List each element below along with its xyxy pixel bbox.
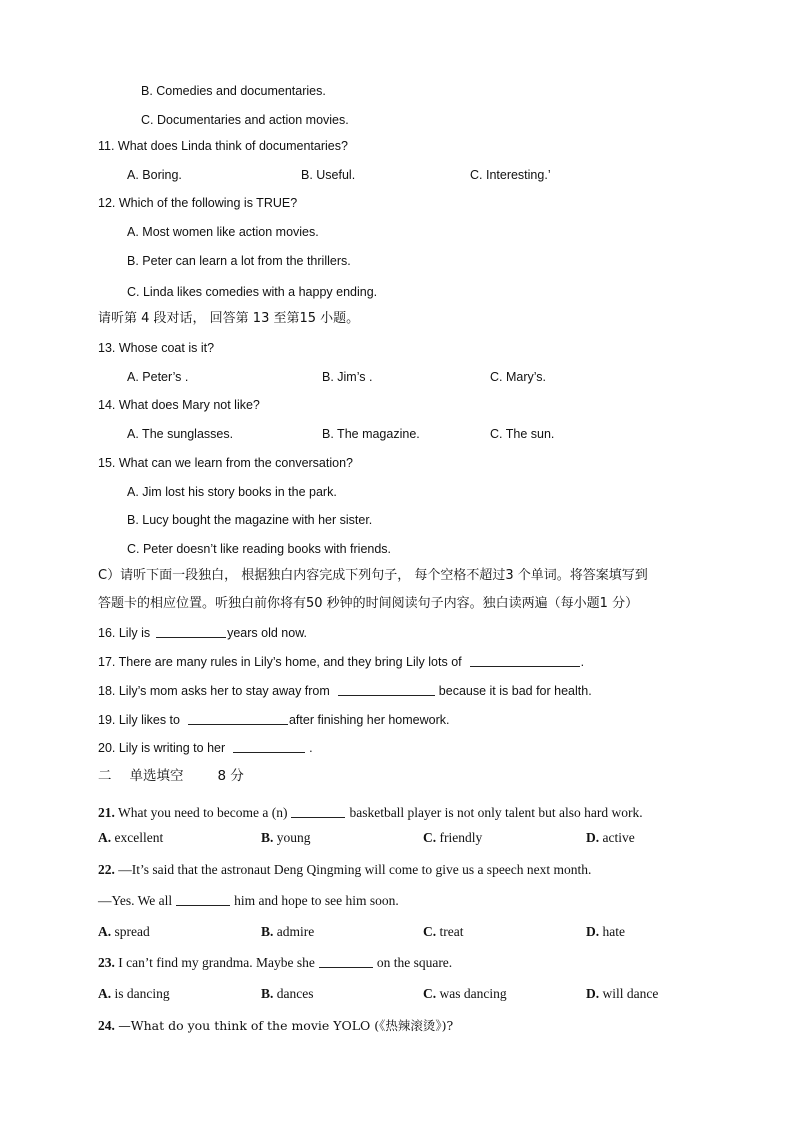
q23-number: 23. bbox=[98, 955, 115, 970]
q21-option-b-text: young bbox=[276, 830, 311, 845]
q14-question: 14. What does Mary not like? bbox=[98, 398, 260, 412]
q21-option-d[interactable] bbox=[586, 831, 635, 845]
q23-option-b-text: dances bbox=[276, 986, 314, 1001]
q23-option-c-text: was dancing bbox=[439, 986, 507, 1001]
q22-number: 22. bbox=[98, 862, 115, 877]
q19-text-before: 19. Lily likes to bbox=[98, 713, 180, 727]
q23-text-before: I can’t find my grandma. Maybe she bbox=[118, 955, 315, 970]
q12-option-b: B. Peter can learn a lot from the thrillers. bbox=[127, 254, 351, 268]
section2-number: 二 bbox=[98, 768, 112, 784]
q21-number: 21. bbox=[98, 805, 115, 820]
q15-option-a: A. Jim lost his story books in the park. bbox=[127, 485, 337, 499]
q10-option-c: C. Documentaries and action movies. bbox=[141, 113, 349, 127]
q22-option-b[interactable] bbox=[261, 925, 314, 939]
q21-text-after: basketball player is not only talent but also hard work. bbox=[349, 805, 643, 820]
q12-option-c: C. Linda likes comedies with a happy ending. bbox=[127, 285, 378, 299]
q21-option-c-letter: C. bbox=[423, 830, 437, 845]
q15-option-c: C. Peter doesn’t like reading books with friends. bbox=[127, 542, 392, 556]
q22-option-a-letter: A. bbox=[98, 924, 112, 939]
q23-text-after: on the square. bbox=[376, 955, 453, 970]
q21-answer-blank[interactable] bbox=[291, 806, 345, 818]
q20-text-after: . bbox=[309, 741, 313, 755]
q22-stem-line2 bbox=[98, 894, 399, 908]
q21-option-a[interactable] bbox=[98, 831, 163, 845]
q24-stem bbox=[98, 1019, 453, 1033]
q11-option-c: C. Interesting.’ bbox=[470, 168, 551, 182]
q23-stem bbox=[98, 956, 452, 970]
q22-option-d-text: hate bbox=[602, 924, 625, 939]
q23-option-a-text: is dancing bbox=[114, 986, 170, 1001]
q23-option-a[interactable] bbox=[98, 987, 170, 1001]
q14-option-a: A. The sunglasses. bbox=[127, 427, 234, 441]
q20-text-before: 20. Lily is writing to her bbox=[98, 741, 226, 755]
part-c-instruction-line2: 答题卡的相应位置。听独白前你将有50 秒钟的时间阅读句子内容。独白读两遍（每小题1 分） bbox=[98, 596, 639, 611]
q16 bbox=[98, 626, 307, 640]
q24-number: 24. bbox=[98, 1018, 115, 1033]
q22-option-d[interactable] bbox=[586, 925, 625, 939]
q11-option-b: B. Useful. bbox=[301, 168, 356, 182]
q22-text-before: —Yes. We all bbox=[98, 893, 173, 908]
q12-option-a: A. Most women like action movies. bbox=[127, 225, 319, 239]
q21-option-d-text: active bbox=[602, 830, 635, 845]
q23-option-c-letter: C. bbox=[423, 986, 437, 1001]
q21-text-before: What you need to become a (n) bbox=[118, 805, 288, 820]
q19-text-after: after finishing her homework. bbox=[288, 713, 450, 727]
q20 bbox=[98, 741, 313, 755]
q22-option-a-text: spread bbox=[114, 924, 150, 939]
q21-option-d-letter: D. bbox=[586, 830, 600, 845]
q16-answer-blank[interactable] bbox=[156, 626, 226, 638]
q22-option-d-letter: D. bbox=[586, 924, 600, 939]
q18-text-before: 18. Lily’s mom asks her to stay away from bbox=[98, 684, 330, 698]
q23-option-c[interactable] bbox=[423, 987, 507, 1001]
q22-option-b-text: admire bbox=[276, 924, 315, 939]
q22-text-after: him and hope to see him soon. bbox=[234, 893, 399, 908]
q21-option-b[interactable] bbox=[261, 831, 311, 845]
q21-option-c[interactable] bbox=[423, 831, 482, 845]
q23-answer-blank[interactable] bbox=[319, 956, 373, 968]
q23-option-a-letter: A. bbox=[98, 986, 112, 1001]
q23-option-b[interactable] bbox=[261, 987, 314, 1001]
q13-question: 13. Whose coat is it? bbox=[98, 341, 215, 355]
section2-title: 单选填空 bbox=[129, 768, 184, 784]
q21-stem bbox=[98, 806, 643, 820]
q17-text-before: 17. There are many rules in Lily’s home, and they bring Lily lots of bbox=[98, 655, 462, 669]
section2-heading bbox=[98, 770, 244, 784]
q22-option-c-text: treat bbox=[439, 924, 464, 939]
q24-text: —What do you think of the movie YOLO (《热辣滚烫》)? bbox=[118, 1018, 454, 1033]
q16-text-before: 16. Lily is bbox=[98, 626, 151, 640]
q22-stem-line1 bbox=[98, 863, 591, 877]
q21-option-c-text: friendly bbox=[439, 830, 483, 845]
q14-option-b: B. The magazine. bbox=[322, 427, 420, 441]
q18-text-after: because it is bad for health. bbox=[438, 684, 592, 698]
q22-dialogue-line1: —It’s said that the astronaut Deng Qingming will come to give us a speech next month. bbox=[118, 862, 592, 877]
q20-answer-blank[interactable] bbox=[233, 741, 305, 753]
q23-option-d-text: will dance bbox=[602, 986, 659, 1001]
q17-answer-blank[interactable] bbox=[470, 655, 580, 667]
q11-option-a: A. Boring. bbox=[127, 168, 182, 182]
q21-option-b-letter: B. bbox=[261, 830, 274, 845]
section2-score: 8 分 bbox=[217, 768, 244, 784]
section4-instruction: 请听第 4 段对话， 回答第 13 至第15 小题。 bbox=[98, 311, 360, 326]
q13-option-a: A. Peter’s . bbox=[127, 370, 189, 384]
q15-question: 15. What can we learn from the conversation? bbox=[98, 456, 353, 470]
q22-option-b-letter: B. bbox=[261, 924, 274, 939]
q22-option-c[interactable] bbox=[423, 925, 463, 939]
q18-answer-blank[interactable] bbox=[338, 684, 435, 696]
q23-option-b-letter: B. bbox=[261, 986, 274, 1001]
q11-question: 11. What does Linda think of documentaries? bbox=[98, 139, 348, 153]
q22-answer-blank[interactable] bbox=[176, 894, 230, 906]
q18 bbox=[98, 684, 592, 698]
q14-option-c: C. The sun. bbox=[490, 427, 555, 441]
q19 bbox=[98, 713, 449, 727]
q23-option-d[interactable] bbox=[586, 987, 658, 1001]
q10-option-b: B. Comedies and documentaries. bbox=[141, 84, 326, 98]
q21-option-a-letter: A. bbox=[98, 830, 112, 845]
q15-option-b: B. Lucy bought the magazine with her sister. bbox=[127, 513, 373, 527]
q13-option-b: B. Jim’s . bbox=[322, 370, 373, 384]
q12-question: 12. Which of the following is TRUE? bbox=[98, 196, 298, 210]
q13-option-c: C. Mary’s. bbox=[490, 370, 547, 384]
part-c-instruction-line1: C）请听下面一段独白， 根据独白内容完成下列句子， 每个空格不超过3 个单词。将答案填写到 bbox=[98, 568, 648, 583]
q17 bbox=[98, 655, 584, 669]
q22-option-c-letter: C. bbox=[423, 924, 437, 939]
q22-option-a[interactable] bbox=[98, 925, 150, 939]
q21-option-a-text: excellent bbox=[114, 830, 164, 845]
q16-text-after: years old now. bbox=[227, 626, 308, 640]
q17-text-after: . bbox=[580, 655, 585, 669]
q23-option-d-letter: D. bbox=[586, 986, 600, 1001]
q19-answer-blank[interactable] bbox=[188, 713, 288, 725]
